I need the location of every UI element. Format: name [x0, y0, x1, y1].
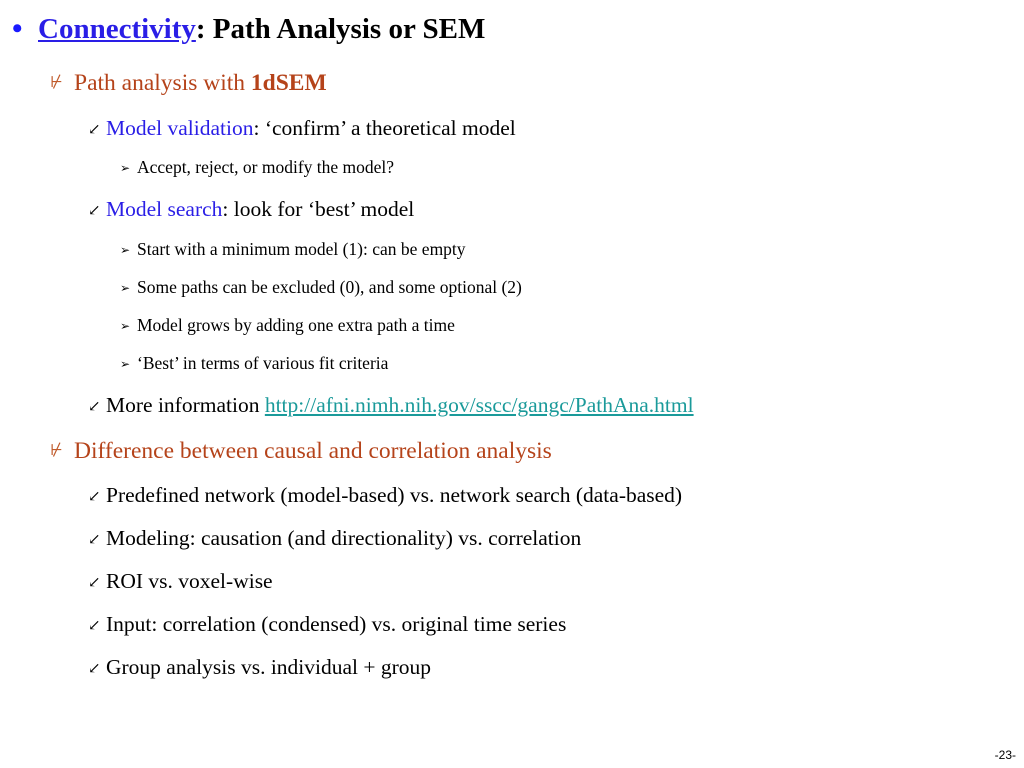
page-number: -23- [994, 748, 1016, 762]
arrowhead-right-icon: ➢ [120, 319, 131, 333]
list-item [88, 569, 273, 594]
section-heading-path-analysis [50, 70, 327, 97]
more-info-text: More information [106, 393, 265, 417]
arrowhead-right-icon: ➢ [120, 161, 131, 175]
section-heading-difference [50, 438, 552, 465]
list-item [88, 483, 682, 508]
arrow-down-left-icon: ↙ [88, 399, 101, 415]
pathana-url-link[interactable]: http://afni.nimh.nih.gov/sscc/gangc/PathAna.html [264, 393, 694, 417]
list-item-text: Modeling: causation (and directionality) vs. correlation [106, 526, 582, 550]
subitem [120, 277, 522, 298]
connectivity-link[interactable]: Connectivity [38, 13, 196, 45]
subitem-text: Start with a minimum model (1): can be empty [137, 239, 466, 259]
slide-title [12, 12, 485, 46]
list-item-text: Predefined network (model-based) vs. network search (data-based) [106, 483, 683, 507]
subitem [120, 315, 455, 336]
open-bullet-icon: ⊬ [50, 443, 63, 459]
subitem [120, 353, 388, 374]
item-model-search [88, 197, 414, 222]
subitem-text: Model grows by adding one extra path a time [137, 315, 455, 335]
arrow-down-left-icon: ↙ [88, 489, 101, 505]
heading-text: Difference between causal and correlation analysis [74, 438, 552, 464]
list-item-text: Group analysis vs. individual + group [106, 655, 432, 679]
arrowhead-right-icon: ➢ [120, 357, 131, 371]
model-search-rest: : look for ‘best’ model [222, 197, 415, 221]
arrow-down-left-icon: ↙ [88, 122, 101, 138]
list-item [88, 612, 566, 637]
heading-text: Path analysis with [74, 70, 251, 96]
model-validation-rest: : ‘confirm’ a theoretical model [253, 116, 516, 140]
list-item-text: ROI vs. voxel-wise [106, 569, 273, 593]
term-model-search: Model search [106, 197, 223, 221]
list-item-text: Input: correlation (condensed) vs. original time series [106, 612, 567, 636]
subitem-text: ‘Best’ in terms of various fit criteria [137, 353, 389, 373]
arrow-down-left-icon: ↙ [88, 532, 101, 548]
bullet-dot-icon: • [12, 12, 23, 45]
subitem-text: Some paths can be excluded (0), and some optional (2) [137, 277, 522, 297]
subitem-text: Accept, reject, or modify the model? [137, 157, 395, 177]
subitem [120, 239, 466, 260]
term-model-validation: Model validation [106, 116, 254, 140]
arrow-down-left-icon: ↙ [88, 575, 101, 591]
arrow-down-left-icon: ↙ [88, 618, 101, 634]
list-item [88, 655, 431, 680]
arrow-down-left-icon: ↙ [88, 203, 101, 219]
arrowhead-right-icon: ➢ [120, 281, 131, 295]
list-item [88, 526, 581, 551]
open-bullet-icon: ⊬ [50, 75, 63, 91]
item-model-validation [88, 116, 516, 141]
heading-bold: 1dSEM [250, 70, 327, 96]
item-more-information [88, 393, 694, 418]
subitem [120, 157, 394, 178]
arrowhead-right-icon: ➢ [120, 243, 131, 257]
arrow-down-left-icon: ↙ [88, 661, 101, 677]
title-rest: : Path Analysis or SEM [195, 13, 486, 45]
